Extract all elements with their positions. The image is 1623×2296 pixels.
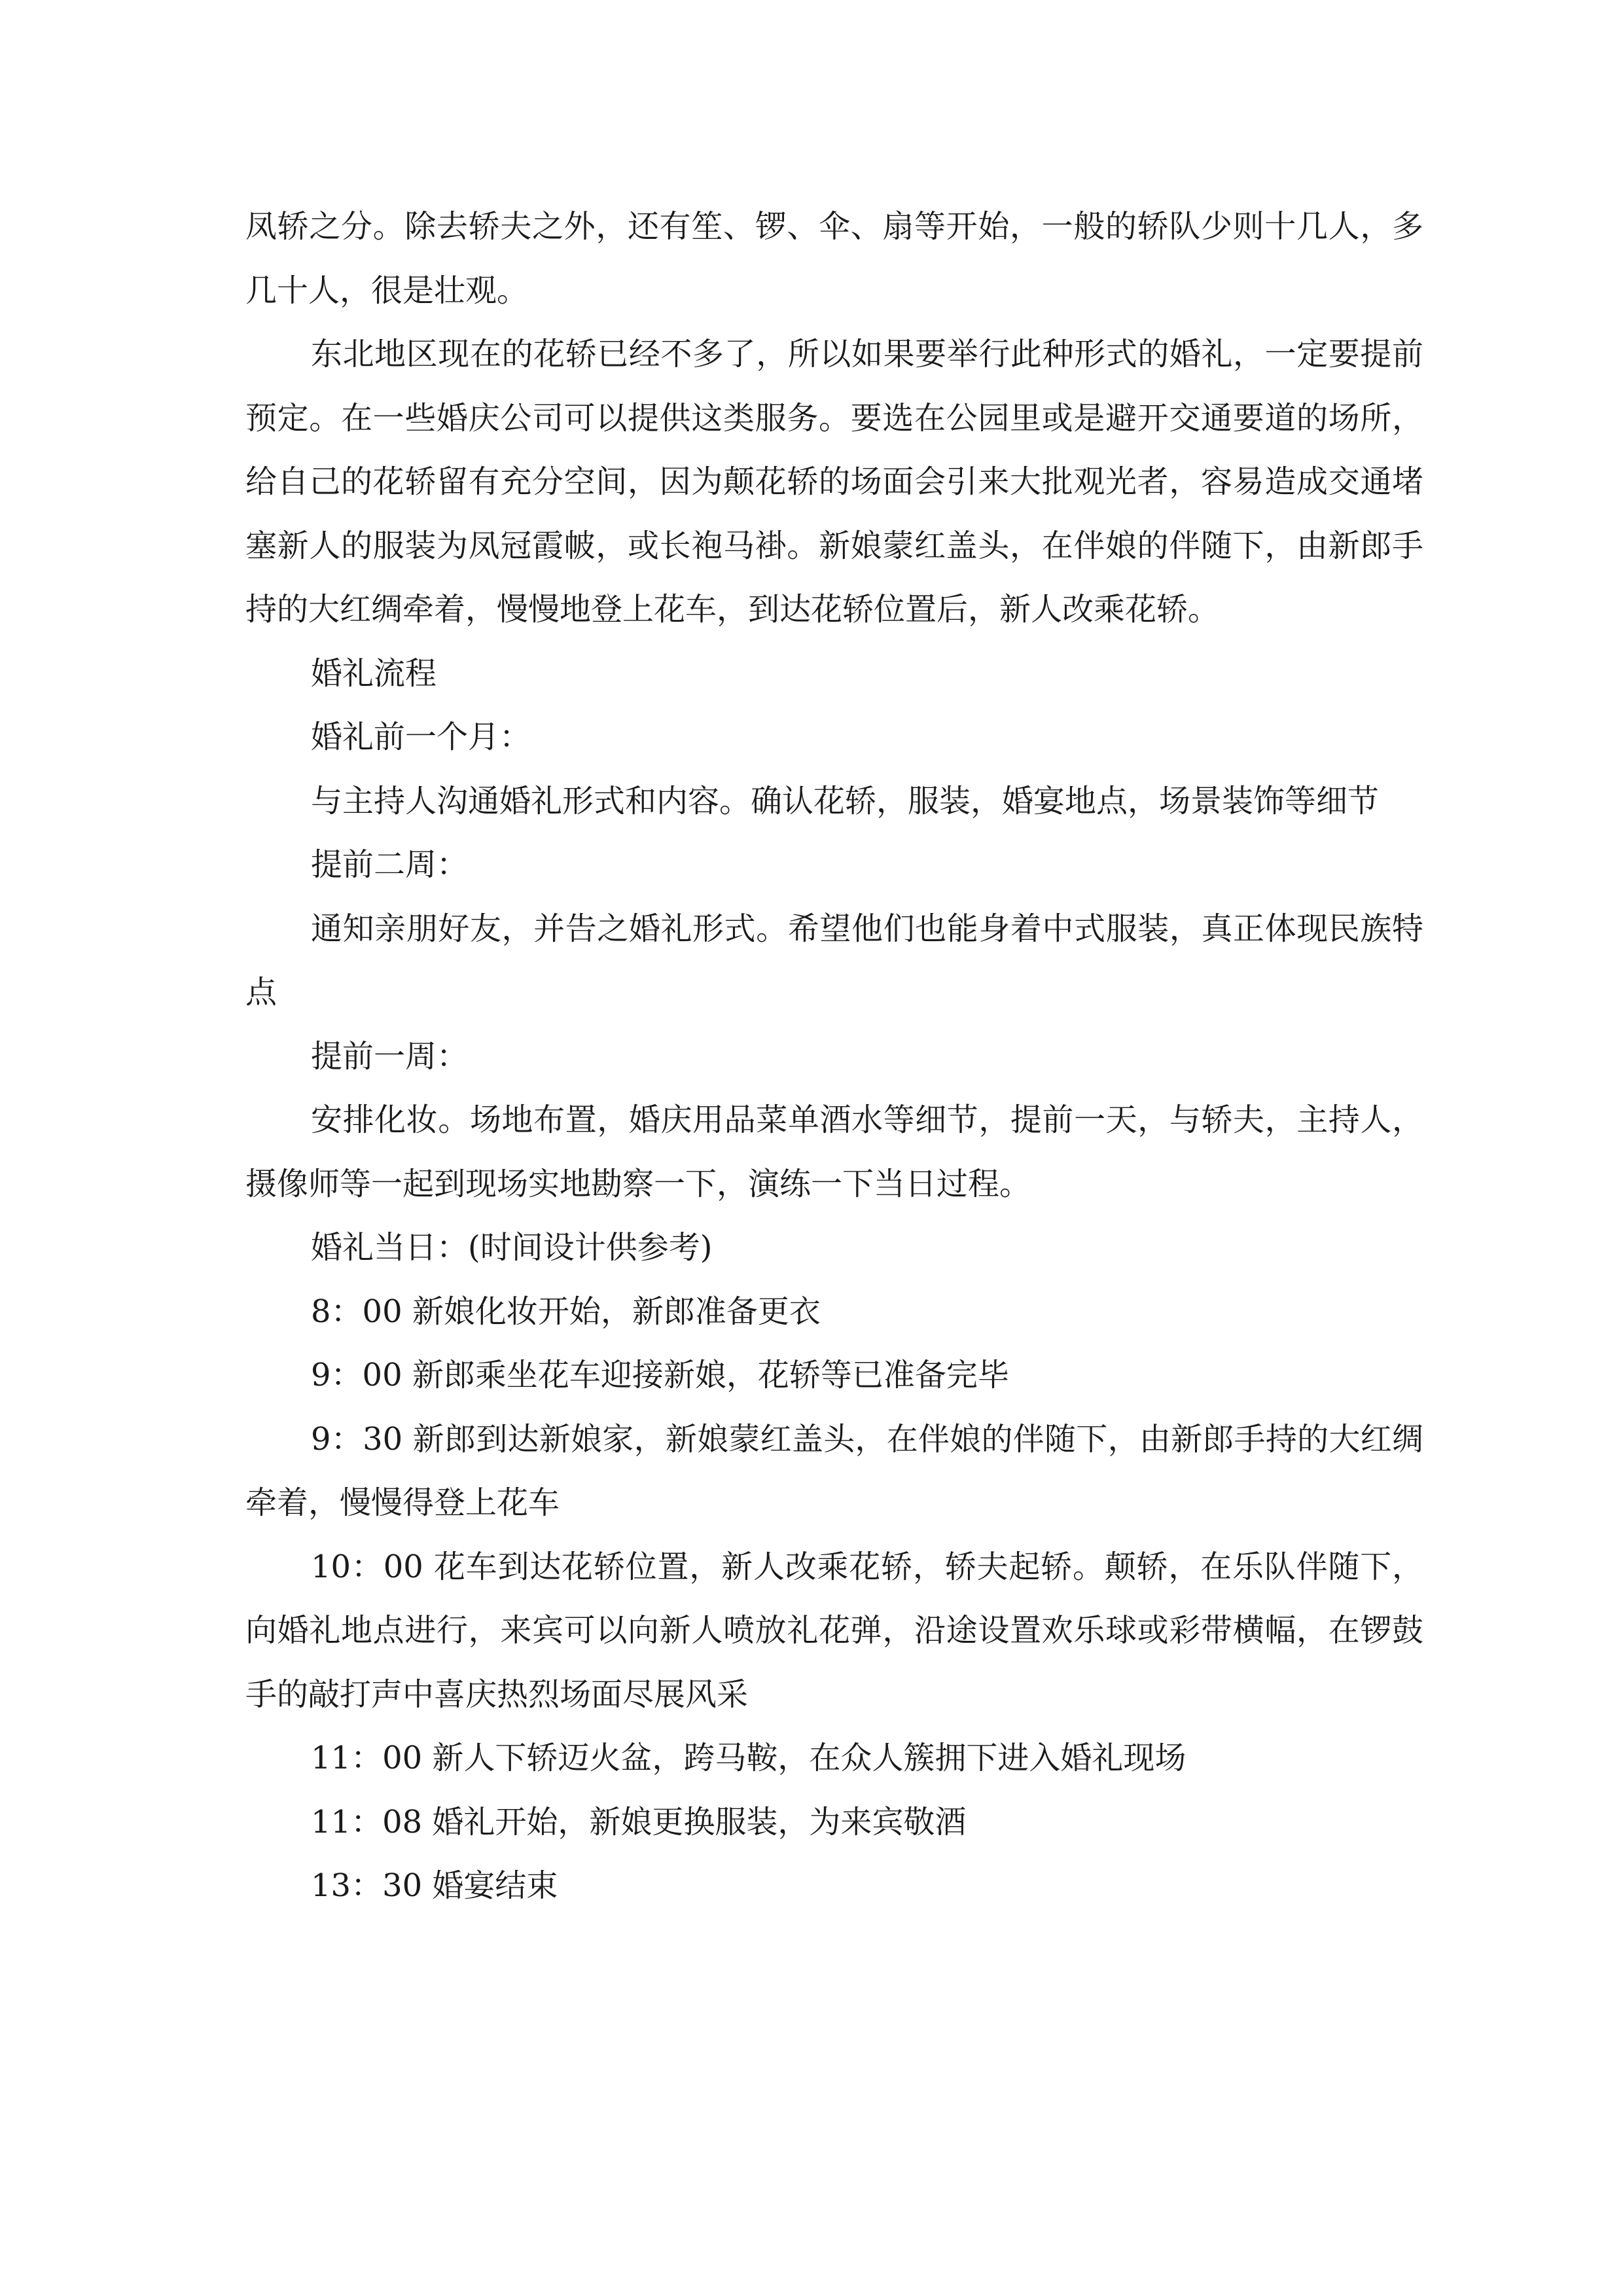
schedule-item-1108: 11：08 婚礼开始，新娘更换服装，为来宾敬酒 [311,1803,967,1840]
document-body [245,195,1423,1918]
schedule-item-1330: 13：30 婚宴结束 [311,1867,558,1904]
paragraph-sedan-types-continued: 凤轿之分。除去轿夫之外，还有笙、锣、伞、扇等开始，一般的轿队少则十几人，多几十人，很是壮观。 [245,208,1423,309]
schedule-item-0900: 9：00 新郎乘坐花车迎接新娘，花轿等已准备完毕 [311,1357,1009,1393]
timeline-heading-two-weeks-before: 提前二周： [311,846,469,883]
paragraph-one-month-tasks: 与主持人沟通婚礼形式和内容。确认花轿，服装，婚宴地点，场景装饰等细节 [311,782,1380,819]
paragraph-two-weeks-tasks: 通知亲朋好友，并告之婚礼形式。希望他们也能身着中式服装，真正体现民族特点 [245,910,1423,1011]
schedule-item-0800: 8：00 新娘化妆开始，新郎准备更衣 [311,1293,821,1330]
section-heading-wedding-process: 婚礼流程 [311,655,437,692]
timeline-heading-one-week-before: 提前一周： [311,1037,469,1075]
schedule-item-1100: 11：00 新人下轿迈火盆，跨马鞍，在众人簇拥下进入婚礼现场 [311,1740,1186,1776]
paragraph-one-week-tasks: 安排化妆。场地布置，婚庆用品菜单酒水等细节，提前一天，与轿夫，主持人，摄像师等一起到现场实地勘察一下，演练一下当日过程。 [245,1102,1423,1202]
schedule-item-1000: 10：00 花车到达花轿位置，新人改乘花轿，轿夫起轿。颠轿，在乐队伴随下，向婚礼地点进行，来宾可以向新人喷放礼花弹，沿途设置欢乐球或彩带横幅，在锣鼓手的敲打声中喜庆热烈场面尽展风采 [245,1548,1423,1713]
schedule-item-0930: 9：30 新郎到达新娘家，新娘蒙红盖头，在伴娘的伴随下，由新郎手持的大红绸牵着，慢慢得登上花车 [245,1420,1423,1521]
paragraph-northeast-sedan: 东北地区现在的花轿已经不多了，所以如果要举行此种形式的婚礼，一定要提前预定。在一些婚庆公司可以提供这类服务。要选在公园里或是避开交通要道的场所，给自己的花轿留有充分空间，因为颠花轿的场面会引来大批观光者，容易造成交通堵塞新人的服装为凤冠霞帔，或长袍马褂。新娘蒙红盖头，在伴娘的伴随下，由新郎手持的大红绸牵着，慢慢地登上花车，到达花轿位置后，新人改乘花轿。 [245,336,1423,628]
timeline-heading-wedding-day: 婚礼当日：(时间设计供参考) [311,1229,713,1266]
timeline-heading-one-month-before: 婚礼前一个月： [311,719,531,755]
